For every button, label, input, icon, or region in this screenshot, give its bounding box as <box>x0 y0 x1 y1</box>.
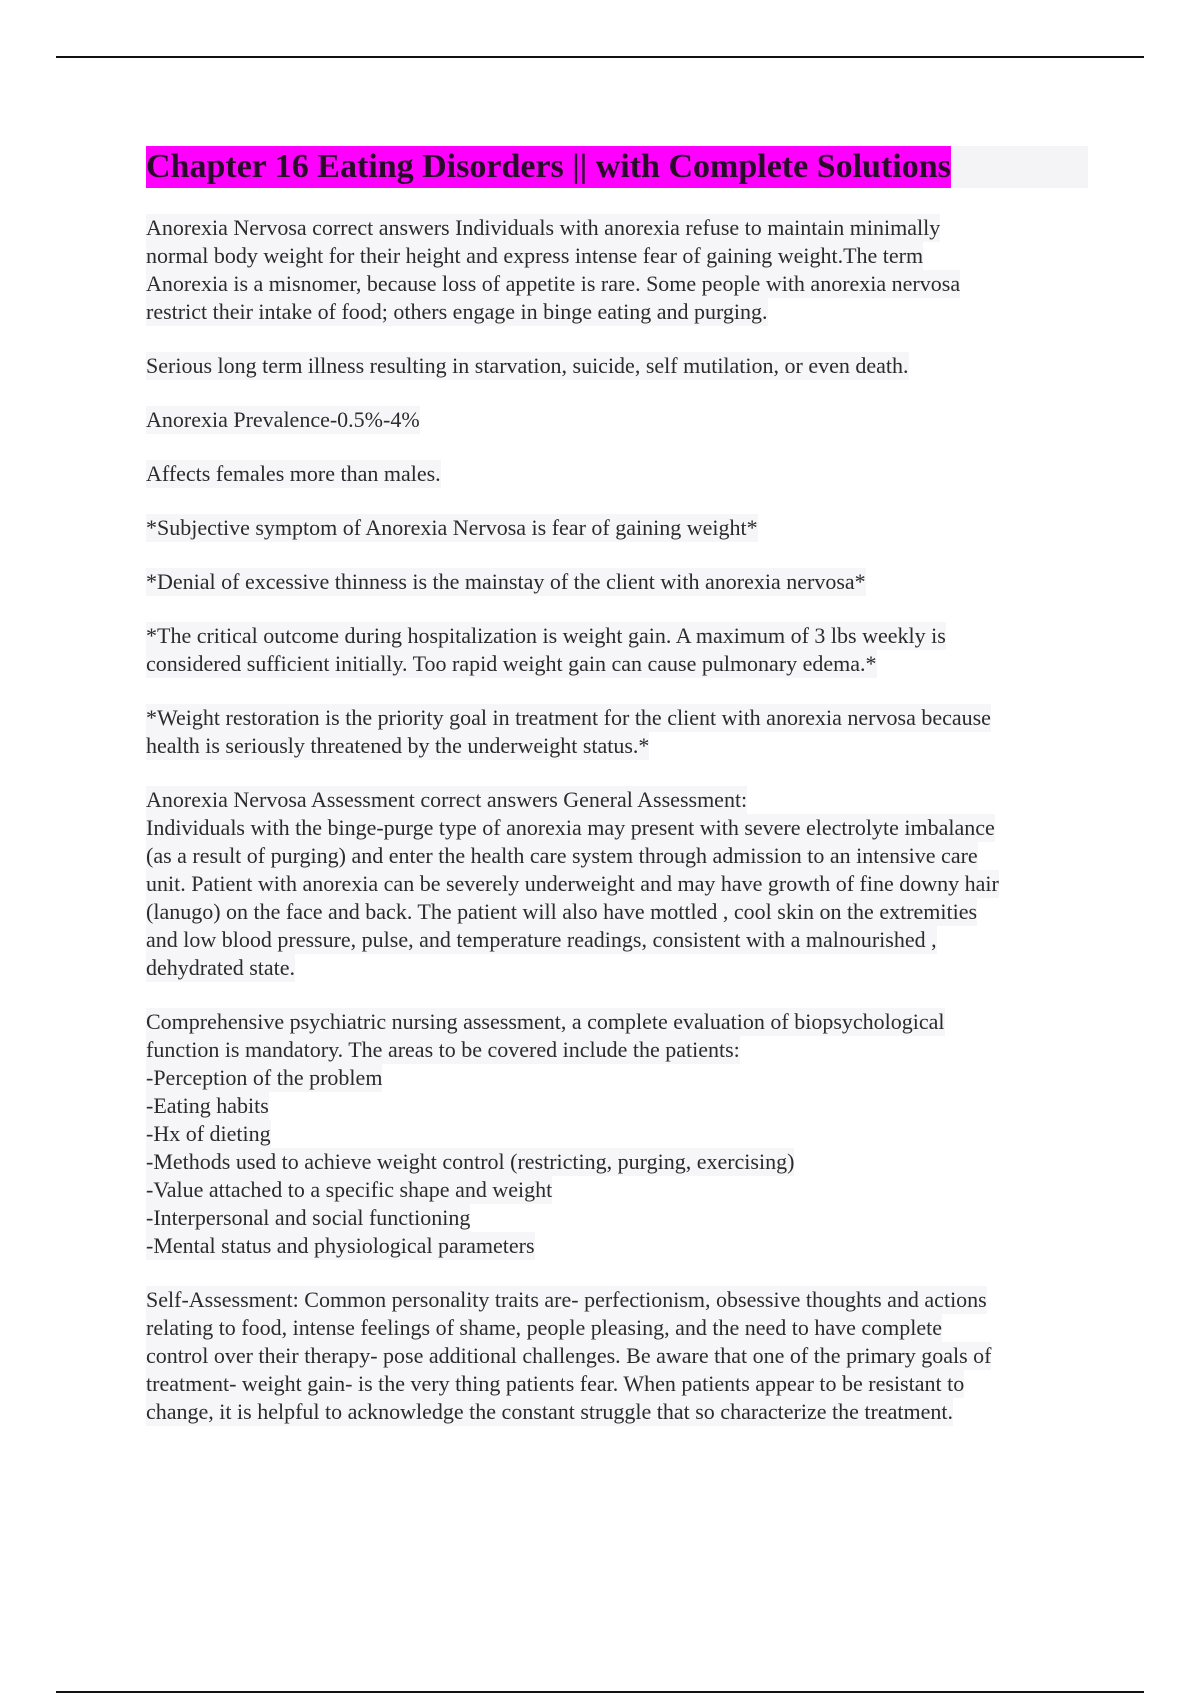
text-line-row <box>146 1120 1090 1148</box>
text-line-row <box>146 352 1090 380</box>
text-line: *Denial of excessive thinness is the mainstay of the client with anorexia nervosa* <box>146 569 866 594</box>
paragraph <box>146 704 1090 760</box>
text-line-row <box>146 814 1090 842</box>
text-line-row <box>146 870 1090 898</box>
paragraph <box>146 568 1090 596</box>
text-line: treatment- weight gain- is the very thing patients fear. When patients appear to be resistant to <box>146 1371 965 1396</box>
text-line-row <box>146 460 1090 488</box>
text-line: Anorexia is a misnomer, because loss of appetite is rare. Some people with anorexia nervosa <box>146 271 961 296</box>
text-line-row <box>146 1008 1090 1036</box>
paragraph <box>146 214 1090 326</box>
text-line: relating to food, intense feelings of shame, people pleasing, and the need to have complete <box>146 1315 943 1340</box>
bottom-rule <box>56 1691 1144 1693</box>
text-line-row <box>146 1176 1090 1204</box>
text-line: -Perception of the problem <box>146 1065 383 1090</box>
paragraph <box>146 406 1090 434</box>
text-line: -Hx of dieting <box>146 1121 271 1146</box>
text-line-row <box>146 1398 1090 1426</box>
title-bar <box>146 146 1088 188</box>
document-body <box>146 146 1090 1452</box>
text-line-row <box>146 954 1090 982</box>
paragraph-list <box>146 214 1090 1426</box>
text-line: Anorexia Nervosa Assessment correct answers General Assessment: <box>146 787 748 812</box>
text-line-row <box>146 1036 1090 1064</box>
page-title: Chapter 16 Eating Disorders || with Complete Solutions <box>146 146 951 188</box>
text-line-row <box>146 1204 1090 1232</box>
text-line-row <box>146 622 1090 650</box>
text-line: -Interpersonal and social functioning <box>146 1205 471 1230</box>
text-line: Serious long term illness resulting in starvation, suicide, self mutilation, or even death. <box>146 353 909 378</box>
paragraph <box>146 786 1090 982</box>
text-line-row <box>146 214 1090 242</box>
text-line-row <box>146 1148 1090 1176</box>
text-line-row <box>146 1342 1090 1370</box>
text-line-row <box>146 1064 1090 1092</box>
text-line: unit. Patient with anorexia can be severely underweight and may have growth of fine downy hair <box>146 871 999 896</box>
text-line: considered sufficient initially. Too rapid weight gain can cause pulmonary edema.* <box>146 651 877 676</box>
paragraph <box>146 622 1090 678</box>
text-line: health is seriously threatened by the underweight status.* <box>146 733 650 758</box>
text-line-row <box>146 926 1090 954</box>
paragraph <box>146 1008 1090 1260</box>
text-line: Anorexia Nervosa correct answers Individuals with anorexia refuse to maintain minimally <box>146 215 941 240</box>
text-line-row <box>146 1232 1090 1260</box>
text-line: *Weight restoration is the priority goal in treatment for the client with anorexia nervosa because <box>146 705 991 730</box>
paragraph <box>146 1286 1090 1426</box>
text-line-row <box>146 1286 1090 1314</box>
text-line-row <box>146 898 1090 926</box>
text-line-row <box>146 1092 1090 1120</box>
text-line: (lanugo) on the face and back. The patient will also have mottled , cool skin on the extremities <box>146 899 978 924</box>
text-line: normal body weight for their height and express intense fear of gaining weight.The term <box>146 243 924 268</box>
text-line: change, it is helpful to acknowledge the constant struggle that so characterize the treatment. <box>146 1399 953 1424</box>
text-line: -Value attached to a specific shape and weight <box>146 1177 553 1202</box>
text-line: -Mental status and physiological parameters <box>146 1233 535 1258</box>
text-line: Affects females more than males. <box>146 461 441 486</box>
text-line-row <box>146 650 1090 678</box>
text-line: *The critical outcome during hospitalization is weight gain. A maximum of 3 lbs weekly is <box>146 623 946 648</box>
paragraph <box>146 460 1090 488</box>
text-line-row <box>146 704 1090 732</box>
text-line-row <box>146 406 1090 434</box>
paragraph <box>146 514 1090 542</box>
top-rule <box>56 56 1144 58</box>
text-line: Anorexia Prevalence-0.5%-4% <box>146 407 420 432</box>
text-line: restrict their intake of food; others engage in binge eating and purging. <box>146 299 768 324</box>
text-line: -Eating habits <box>146 1093 269 1118</box>
text-line: and low blood pressure, pulse, and temperature readings, consistent with a malnourished , <box>146 927 937 952</box>
paragraph <box>146 352 1090 380</box>
text-line-row <box>146 242 1090 270</box>
text-line: Comprehensive psychiatric nursing assessment, a complete evaluation of biopsychological <box>146 1009 945 1034</box>
text-line: *Subjective symptom of Anorexia Nervosa is fear of gaining weight* <box>146 515 758 540</box>
text-line-row <box>146 514 1090 542</box>
text-line: -Methods used to achieve weight control (restricting, purging, exercising) <box>146 1149 795 1174</box>
text-line-row <box>146 1370 1090 1398</box>
text-line-row <box>146 270 1090 298</box>
text-line: function is mandatory. The areas to be covered include the patients: <box>146 1037 740 1062</box>
text-line: Self-Assessment: Common personality traits are- perfectionism, obsessive thoughts and actions <box>146 1287 987 1312</box>
text-line-row <box>146 1314 1090 1342</box>
text-line-row <box>146 786 1090 814</box>
text-line-row <box>146 842 1090 870</box>
text-line-row <box>146 568 1090 596</box>
text-line: control over their therapy- pose additional challenges. Be aware that one of the primary goals of <box>146 1343 992 1368</box>
text-line-row <box>146 298 1090 326</box>
text-line: dehydrated state. <box>146 955 296 980</box>
text-line: (as a result of purging) and enter the health care system through admission to an intensive care <box>146 843 978 868</box>
text-line: Individuals with the binge-purge type of anorexia may present with severe electrolyte imbalance <box>146 815 995 840</box>
text-line-row <box>146 732 1090 760</box>
